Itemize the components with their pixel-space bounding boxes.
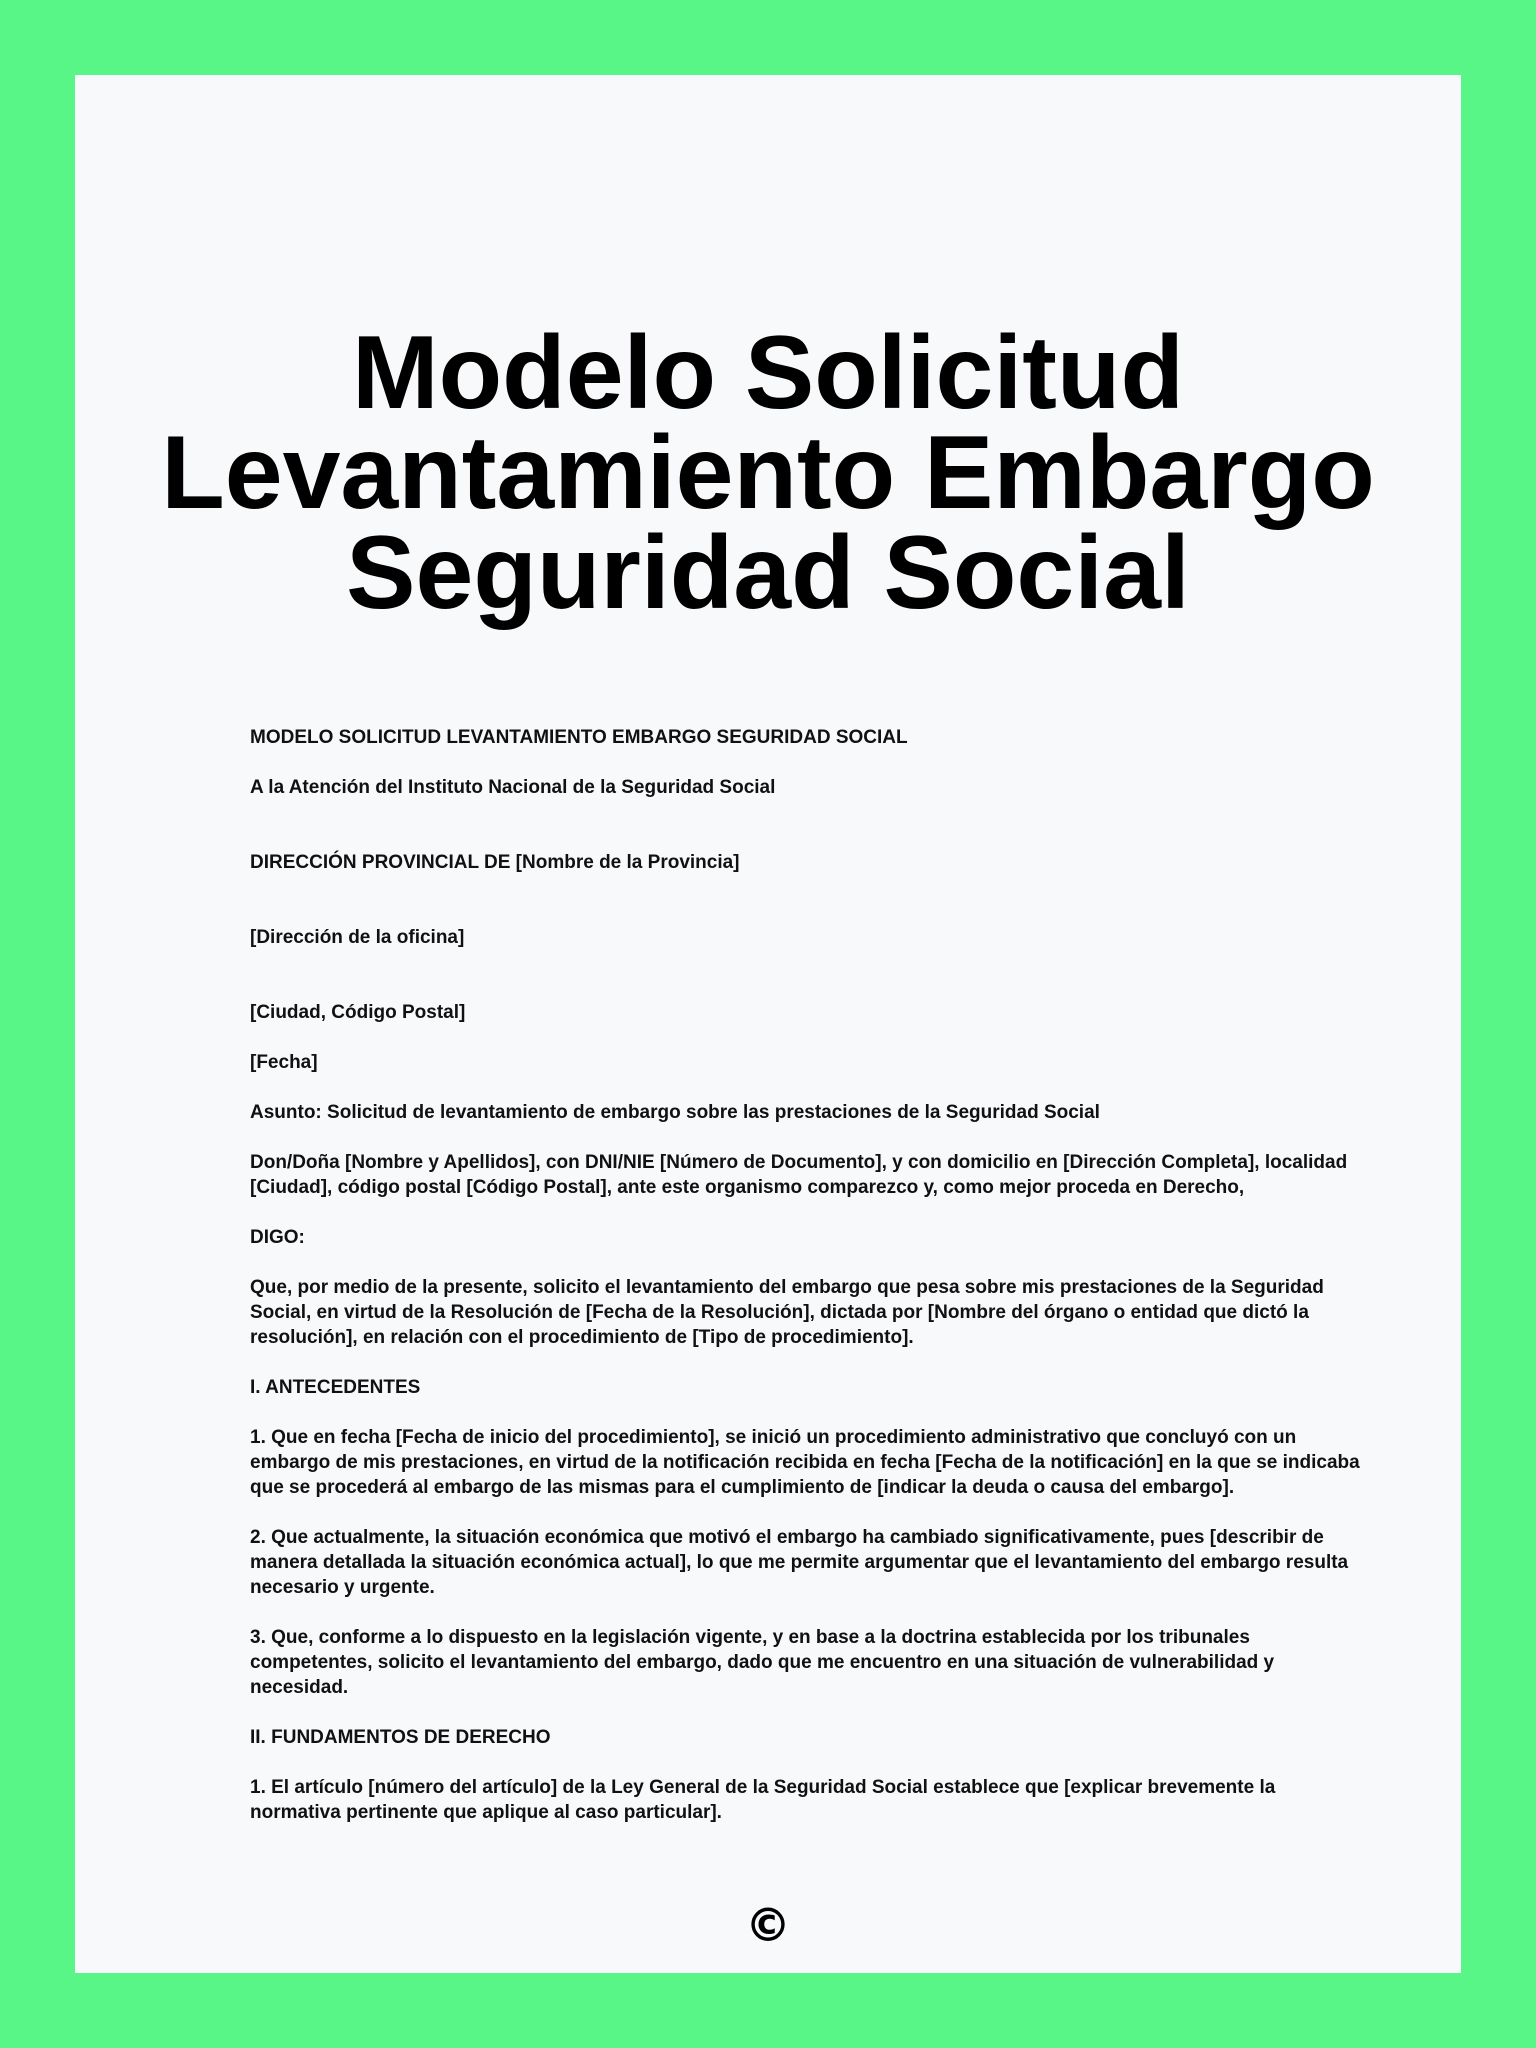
- request-paragraph: Que, por medio de la presente, solicito el levantamiento del embargo que pesa sobre mis prestaciones de la Seguridad Social, en virtud de la Resolución de [Fecha de la Resolución], dictada por [Nombre del órgano o entidad que dictó la resolución], en relación con el procedimiento de [Tipo de procedimiento].: [250, 1277, 1324, 1348]
- digo-line: DIGO:: [250, 1227, 305, 1248]
- document-body: [250, 725, 1370, 1850]
- antecedente-3: 3. Que, conforme a lo dispuesto en la legislación vigente, y en base a la doctrina establecida por los tribunales competentes, solicito el levantamiento del embargo, dado que me encuentro en una situación de vulnerabilidad y necesidad.: [250, 1627, 1275, 1698]
- city-postal-line: [Ciudad, Código Postal]: [250, 1002, 466, 1023]
- antecedente-2: 2. Que actualmente, la situación económica que motivó el embargo ha cambiado significativamente, pues [describir de manera detallada la situación económica actual], lo que me permite argumentar que el levantamiento del embargo resulta necesario y urgente.: [250, 1527, 1349, 1598]
- intro-paragraph: Don/Doña [Nombre y Apellidos], con DNI/NIE [Número de Documento], y con domicilio en [Dirección Completa], localidad [Ciudad], código postal [Código Postal], ante este organismo comparezco y, como mejor proceda en Derecho,: [250, 1152, 1348, 1198]
- copyright-icon: ©: [745, 1898, 791, 1952]
- title-line-3: Seguridad Social: [346, 515, 1190, 631]
- title-line-2: Levantamiento Embargo: [161, 415, 1375, 531]
- direction-line: DIRECCIÓN PROVINCIAL DE [Nombre de la Provincia]: [250, 852, 740, 873]
- document-title: [75, 315, 1461, 631]
- body-heading: MODELO SOLICITUD LEVANTAMIENTO EMBARGO SEGURIDAD SOCIAL: [250, 727, 908, 748]
- date-line: [Fecha]: [250, 1052, 318, 1073]
- section-fundamentos-title: II. FUNDAMENTOS DE DERECHO: [250, 1727, 551, 1748]
- title-line-1: Modelo Solicitud: [352, 315, 1184, 431]
- office-address-line: [Dirección de la oficina]: [250, 927, 465, 948]
- section-antecedentes-title: I. ANTECEDENTES: [250, 1377, 421, 1398]
- fundamento-1: 1. El artículo [número del artículo] de la Ley General de la Seguridad Social establece que [explicar brevemente la normativa pertinente que aplique al caso particular].: [250, 1777, 1276, 1823]
- antecedente-1: 1. Que en fecha [Fecha de inicio del procedimiento], se inició un procedimiento administrativo que concluyó con un embargo de mis prestaciones, en virtud de la notificación recibida en fecha [Fecha de la notificación] en la que se indicaba que se procederá al embargo de las mismas para el cumplimiento de [indicar la deuda o causa del embargo].: [250, 1427, 1360, 1498]
- document-page: [75, 75, 1461, 1973]
- subject-line: Asunto: Solicitud de levantamiento de embargo sobre las prestaciones de la Seguridad Social: [250, 1102, 1100, 1123]
- attention-line: A la Atención del Instituto Nacional de la Seguridad Social: [250, 777, 776, 798]
